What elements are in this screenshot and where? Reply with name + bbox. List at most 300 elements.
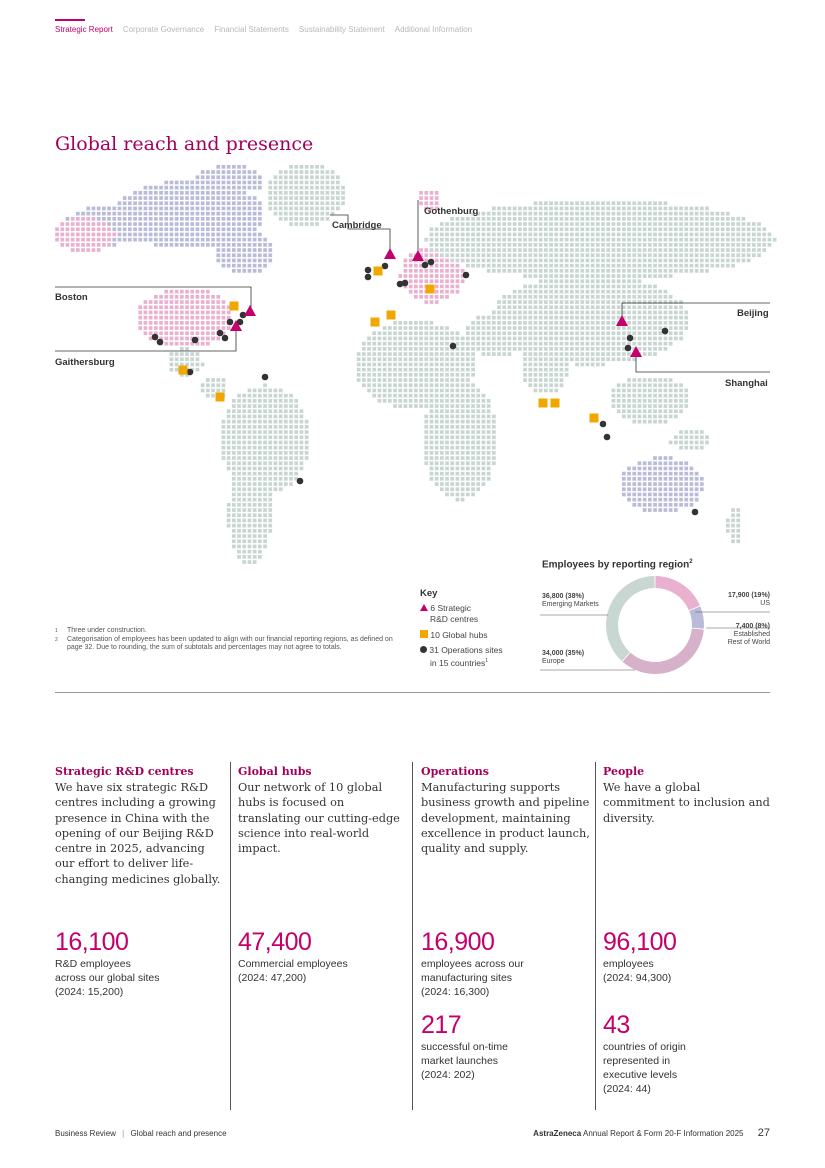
map-cell (414, 264, 418, 268)
map-cell (118, 207, 122, 211)
map-cell (591, 233, 595, 237)
map-cell (154, 233, 158, 237)
map-cell (721, 253, 725, 257)
map-cell (580, 243, 584, 247)
map-cell (440, 248, 444, 252)
map-cell (138, 233, 142, 237)
map-cell (76, 243, 80, 247)
map-cell (419, 279, 423, 283)
map-cell (258, 248, 262, 252)
map-cell (476, 394, 480, 398)
map-cell (258, 269, 262, 273)
map-cell (554, 269, 558, 273)
map-cell (211, 394, 215, 398)
map-cell (591, 316, 595, 320)
map-cell (539, 253, 543, 257)
map-cell (414, 399, 418, 403)
map-cell (315, 207, 319, 211)
map-cell (575, 243, 579, 247)
map-cell (461, 415, 465, 419)
map-cell (476, 253, 480, 257)
map-cell (414, 285, 418, 289)
map-cell (222, 186, 226, 190)
map-cell (544, 368, 548, 372)
map-cell (471, 243, 475, 247)
map-cell (736, 217, 740, 221)
map-cell (445, 446, 449, 450)
map-cell (586, 331, 590, 335)
map-cell (398, 331, 402, 335)
map-cell (523, 321, 527, 325)
map-cell (534, 326, 538, 330)
map-cell (440, 243, 444, 247)
map-cell (294, 399, 298, 403)
map-cell (398, 389, 402, 393)
map-cell (253, 555, 257, 559)
map-cell (294, 196, 298, 200)
map-cell (263, 409, 267, 413)
map-cell (71, 227, 75, 231)
map-cell (570, 326, 574, 330)
map-cell (606, 207, 610, 211)
map-cell (383, 394, 387, 398)
map-cell (653, 248, 657, 252)
map-cell (409, 404, 413, 408)
map-cell (242, 441, 246, 445)
map-cell (138, 326, 142, 330)
map-cell (528, 222, 532, 226)
map-cell (476, 430, 480, 434)
global-hub-marker (179, 366, 188, 375)
map-cell (653, 274, 657, 278)
map-cell (664, 269, 668, 273)
map-cell (450, 363, 454, 367)
map-cell (482, 248, 486, 252)
map-cell (622, 477, 626, 481)
nav-additional-information[interactable]: Additional Information (394, 25, 473, 34)
map-cell (643, 269, 647, 273)
map-cell (487, 316, 491, 320)
map-cell (601, 347, 605, 351)
map-cell (430, 238, 434, 242)
map-cell (383, 347, 387, 351)
map-cell (591, 331, 595, 335)
map-cell (580, 269, 584, 273)
map-cell (534, 264, 538, 268)
map-cell (175, 295, 179, 299)
map-cell (690, 493, 694, 497)
map-cell (232, 196, 236, 200)
map-cell (643, 508, 647, 512)
map-cell (170, 357, 174, 361)
map-cell (534, 290, 538, 294)
map-cell (232, 539, 236, 543)
map-cell (170, 352, 174, 356)
map-cell (508, 243, 512, 247)
map-cell (284, 181, 288, 185)
map-cell (253, 233, 257, 237)
map-cell (695, 482, 699, 486)
map-cell (476, 259, 480, 263)
map-cell (398, 368, 402, 372)
map-cell (248, 545, 252, 549)
map-cell (440, 363, 444, 367)
map-cell (430, 415, 434, 419)
map-cell (544, 212, 548, 216)
nav-corporate-governance[interactable]: Corporate Governance (122, 25, 205, 34)
map-cell (664, 233, 668, 237)
map-cell (450, 446, 454, 450)
map-cell (237, 441, 241, 445)
map-cell (570, 352, 574, 356)
map-cell (534, 253, 538, 257)
map-cell (747, 248, 751, 252)
map-cell (315, 165, 319, 169)
map-cell (549, 285, 553, 289)
map-cell (643, 461, 647, 465)
map-cell (627, 389, 631, 393)
map-cell (482, 238, 486, 242)
map-cell (575, 347, 579, 351)
map-cell (570, 238, 574, 242)
map-cell (461, 404, 465, 408)
map-cell (258, 259, 262, 263)
map-cell (206, 337, 210, 341)
map-cell (242, 259, 246, 263)
map-cell (435, 326, 439, 330)
map-cell (274, 389, 278, 393)
map-cell (430, 233, 434, 237)
map-cell (596, 316, 600, 320)
map-cell (180, 342, 184, 346)
map-cell (580, 357, 584, 361)
map-cell (414, 363, 418, 367)
map-cell (466, 451, 470, 455)
map-cell (684, 389, 688, 393)
map-cell (331, 186, 335, 190)
map-cell (253, 550, 257, 554)
map-cell (523, 207, 527, 211)
map-cell (227, 181, 231, 185)
map-cell (643, 295, 647, 299)
map-cell (263, 399, 267, 403)
map-cell (294, 472, 298, 476)
map-cell (211, 186, 215, 190)
map-cell (289, 399, 293, 403)
map-cell (721, 238, 725, 242)
map-cell (705, 264, 709, 268)
map-cell (326, 191, 330, 195)
map-cell (471, 347, 475, 351)
map-cell (679, 321, 683, 325)
map-cell (710, 217, 714, 221)
map-cell (445, 415, 449, 419)
map-cell (752, 233, 756, 237)
map-cell (586, 279, 590, 283)
map-cell (674, 389, 678, 393)
map-cell (596, 342, 600, 346)
map-cell (300, 420, 304, 424)
map-cell (383, 363, 387, 367)
map-cell (185, 207, 189, 211)
map-cell (482, 352, 486, 356)
map-cell (242, 519, 246, 523)
map-cell (466, 342, 470, 346)
map-cell (196, 368, 200, 372)
global-hub-marker (374, 267, 383, 276)
map-cell (170, 222, 174, 226)
map-cell (253, 248, 257, 252)
map-cell (492, 441, 496, 445)
map-cell (482, 217, 486, 221)
map-cell (253, 389, 257, 393)
map-cell (237, 217, 241, 221)
map-cell (456, 493, 460, 497)
map-cell (445, 295, 449, 299)
map-cell (513, 295, 517, 299)
map-cell (86, 212, 90, 216)
map-cell (393, 331, 397, 335)
map-cell (643, 253, 647, 257)
map-cell (227, 451, 231, 455)
map-cell (700, 269, 704, 273)
map-cell (222, 430, 226, 434)
map-cell (643, 420, 647, 424)
map-cell (289, 212, 293, 216)
map-cell (570, 207, 574, 211)
map-cell (627, 269, 631, 273)
map-cell (456, 456, 460, 460)
map-cell (544, 321, 548, 325)
map-cell (658, 337, 662, 341)
map-cell (471, 446, 475, 450)
map-cell (695, 243, 699, 247)
map-cell (632, 290, 636, 294)
map-cell (222, 243, 226, 247)
map-cell (268, 503, 272, 507)
map-cell (222, 212, 226, 216)
nav-financial-statements[interactable]: Financial Statements (214, 25, 289, 34)
map-cell (591, 363, 595, 367)
map-cell (539, 217, 543, 221)
map-cell (471, 404, 475, 408)
map-cell (674, 503, 678, 507)
map-cell (144, 311, 148, 315)
map-cell (196, 243, 200, 247)
map-cell (180, 227, 184, 231)
map-cell (268, 508, 272, 512)
map-cell (274, 435, 278, 439)
map-cell (528, 233, 532, 237)
map-cell (591, 311, 595, 315)
map-cell (643, 467, 647, 471)
map-cell (492, 248, 496, 252)
map-cell (612, 279, 616, 283)
map-cell (341, 196, 345, 200)
map-cell (71, 243, 75, 247)
map-cell (409, 285, 413, 289)
map-cell (253, 519, 257, 523)
map-cell (274, 409, 278, 413)
map-cell (476, 316, 480, 320)
map-cell (575, 357, 579, 361)
key-global-hubs: 10 Global hubs (420, 630, 488, 641)
map-cell (258, 404, 262, 408)
map-cell (440, 430, 444, 434)
map-cell (461, 269, 465, 273)
map-cell (638, 472, 642, 476)
map-cell (487, 352, 491, 356)
map-cell (627, 399, 631, 403)
map-cell (216, 259, 220, 263)
map-cell (570, 248, 574, 252)
map-cell (476, 227, 480, 231)
map-cell (133, 212, 137, 216)
map-cell (674, 222, 678, 226)
nav-sustainability-statement[interactable]: Sustainability Statement (298, 25, 385, 34)
map-cell (227, 259, 231, 263)
dot-icon (420, 646, 427, 653)
map-cell (638, 311, 642, 315)
map-cell (622, 248, 626, 252)
map-cell (456, 227, 460, 231)
map-cell (612, 285, 616, 289)
map-cell (632, 305, 636, 309)
map-cell (669, 461, 673, 465)
map-cell (596, 279, 600, 283)
map-cell (435, 420, 439, 424)
map-cell (216, 186, 220, 190)
map-cell (549, 243, 553, 247)
map-cell (643, 352, 647, 356)
map-cell (466, 477, 470, 481)
map-cell (627, 243, 631, 247)
map-cell (508, 300, 512, 304)
footer-section[interactable]: Business Review (55, 1129, 116, 1138)
map-cell (622, 207, 626, 211)
map-cell (471, 487, 475, 491)
map-cell (497, 300, 501, 304)
map-cell (362, 357, 366, 361)
map-cell (622, 389, 626, 393)
map-cell (508, 217, 512, 221)
map-cell (263, 519, 267, 523)
column-divider (412, 762, 413, 1110)
map-cell (180, 238, 184, 242)
map-cell (617, 264, 621, 268)
map-cell (518, 316, 522, 320)
map-cell (154, 222, 158, 226)
map-cell (643, 212, 647, 216)
map-cell (419, 383, 423, 387)
map-cell (658, 461, 662, 465)
map-cell (144, 196, 148, 200)
map-cell (414, 295, 418, 299)
map-cell (497, 253, 501, 257)
map-cell (196, 201, 200, 205)
map-cell (268, 243, 272, 247)
map-cell (201, 227, 205, 231)
map-cell (326, 207, 330, 211)
map-cell (528, 352, 532, 356)
nav-strategic-report[interactable]: Strategic Report (55, 25, 113, 34)
map-cell (695, 430, 699, 434)
map-cell (206, 326, 210, 330)
map-cell (76, 227, 80, 231)
map-cell (534, 207, 538, 211)
map-cell (674, 383, 678, 387)
map-cell (638, 378, 642, 382)
map-cell (274, 487, 278, 491)
map-cell (726, 248, 730, 252)
map-cell (305, 446, 309, 450)
map-cell (190, 217, 194, 221)
operations-site-marker (297, 478, 304, 485)
map-cell (565, 259, 569, 263)
map-cell (487, 269, 491, 273)
map-cell (482, 222, 486, 226)
map-cell (263, 264, 267, 268)
map-cell (138, 227, 142, 231)
map-cell (227, 222, 231, 226)
map-cell (268, 196, 272, 200)
map-cell (648, 227, 652, 231)
map-cell (601, 207, 605, 211)
map-cell (289, 461, 293, 465)
map-cell (502, 295, 506, 299)
map-cell (289, 425, 293, 429)
map-cell (591, 342, 595, 346)
map-cell (580, 347, 584, 351)
map-cell (471, 420, 475, 424)
map-cell (544, 217, 548, 221)
map-cell (466, 227, 470, 231)
map-cell (258, 425, 262, 429)
global-hub-marker (216, 393, 225, 402)
map-cell (237, 555, 241, 559)
map-cell (502, 233, 506, 237)
map-cell (107, 243, 111, 247)
map-cell (570, 264, 574, 268)
map-cell (232, 446, 236, 450)
map-cell (669, 508, 673, 512)
map-cell (372, 352, 376, 356)
map-cell (242, 269, 246, 273)
map-cell (128, 196, 132, 200)
map-cell (378, 347, 382, 351)
map-cell (185, 331, 189, 335)
map-cell (606, 300, 610, 304)
operations-site-marker (192, 337, 199, 344)
map-cell (638, 467, 642, 471)
map-cell (450, 274, 454, 278)
map-cell (66, 217, 70, 221)
map-cell (502, 321, 506, 325)
map-cell (60, 233, 64, 237)
map-cell (159, 295, 163, 299)
map-cell (534, 378, 538, 382)
map-cell (216, 196, 220, 200)
map-cell (487, 227, 491, 231)
map-cell (591, 248, 595, 252)
map-cell (508, 248, 512, 252)
map-cell (450, 279, 454, 283)
map-cell (284, 399, 288, 403)
map-cell (164, 181, 168, 185)
map-cell (367, 389, 371, 393)
map-cell (227, 217, 231, 221)
map-cell (248, 264, 252, 268)
